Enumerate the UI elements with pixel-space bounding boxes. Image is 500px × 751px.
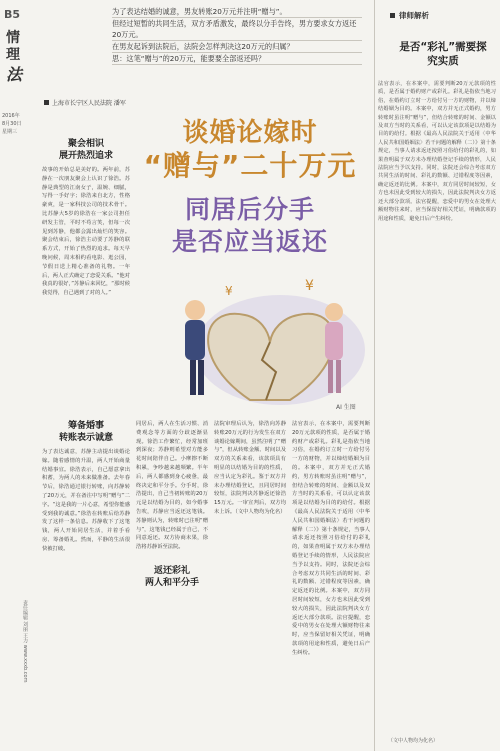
- svg-text:¥: ¥: [225, 284, 233, 298]
- commentary-body: 法官表示，在本案中，需要判断20万元款项的性质，是否属于婚约财产或彩礼。彩礼是指依当地习俗，在婚约订立时一方给付另一方的财物，并以缔结婚姻为目的。本案中，双方并无正式婚约，男方转账时虽注明“赠与”，但结合转账的时间、金额以及双方当时的关系看，可以认定该款项是以结婚为目的的给付。根据《最高人民法院关于适用〈中华人民共和国婚姻法〉若干问题的解释（二）》第十条规定，当事人请求返还按照习俗给付的彩礼的，如果查明属于双方未办理结婚登记手续的情形，人民法院应当予以支持。同时，法院还会综合考虑双方共同生活的时间、彩礼的数额、过错程度等因素，确定返还的比例。本案中，双方同居时间较短，女方也未因此受到较大的损失，因此法院判决女方返还大部分款项。法官提醒，恋爱中的男女在处理大额财物往来时，应当保留好相关凭证，明确款项的用途和性质，避免日后产生纠纷。: [378, 81, 496, 222]
- headline-line-4: 是否应当返还: [171, 227, 328, 256]
- article-body: 故事的开始总是美好的。两年前，苏静在一次朋友聚会上认识了徐浩。苏静是典型的江南女子，温婉、细腻，写得一手好字；徐浩来自北方，性格豪爽，是一家科技公司的技术骨干。比苏静大5岁的徐浩在一家公司担任研发主管，平时不苟言笑，但每一次见到苏静，他都会露出灿烂的笑容。聚会结束后，徐浩主动要了苏静的联系方式，开始了热烈的追求。每天早晚问候，周末相约看电影、逛公园，节假日送上精心准备的礼物。一年后，两人正式确定了恋爱关系。“他对我真的很好，”苏静后来回忆，“那时候我觉得，自己遇到了对的人。”: [42, 167, 130, 297]
- byline-text: 上海市长宁区人民法院 潘军: [52, 100, 126, 107]
- editor-credits: 责任编辑 刘丽 王力 www.xxxb.com: [22, 600, 28, 683]
- article-footer: （文中人物均为化名）: [388, 738, 439, 744]
- date-year: 2016年: [2, 113, 20, 119]
- commentary-title: 是否“彩礼”需要探究实质: [399, 41, 487, 67]
- column-divider: [374, 0, 375, 751]
- column-header: [390, 10, 429, 21]
- article-body: 为了表达诚意，苏静主动提出谈婚论嫁。随着感情的升温，两人开始商量结婚事宜。徐浩表示，自己愿意拿出积蓄，为两人的未来做准备。去年春节后，徐浩通过银行转账，向苏静转了20万元，并在备注中写明“赠与”二字。“这是我的一片心意，希望你能感受到我的诚意。”徐浩在转账后给苏静发了这样一条信息。苏静收下了这笔钱，两人开始同居生活，并着手看房、筹备婚礼。然而，平静的生活很快被打破。: [42, 449, 130, 552]
- lead-line: 在男友起诉到法院后，法院会怎样判决这20万元的归属？: [112, 41, 362, 53]
- couple-heart-illustration: [130, 250, 370, 410]
- column-header-text: 律师解析: [399, 11, 429, 20]
- section-heading: 筹备婚事 转账表示诚意: [58, 421, 113, 443]
- section-title: 情理: [6, 30, 20, 63]
- article-body: 同居后，两人在生活习惯、消费观念等方面的分歧逐渐显现。徐浩工作繁忙，经常加班到深夜；苏静则希望对方能多花时间陪伴自己。小摩擦不断积累，争吵越来越频繁。半年后，两人都感到身心疲惫，最终决定和平分手。分手时，徐浩提出，自己当初转账的20万元是以结婚为目的，如今婚事告吹，苏静应当返还这笔钱。苏静则认为，转账时已注明“赠与”，这笔钱已经属于自己，不同意返还。双方协商未果，徐浩将苏静诉至法院。: [136, 421, 208, 551]
- section-heading: 返还彩礼 两人和平分手: [136, 565, 208, 589]
- section-heading: 聚会相识 展开热烈追求: [58, 139, 113, 161]
- headline-line-1: 谈婚论嫁时: [182, 118, 318, 148]
- illustration-credit: AI 生图: [336, 404, 356, 411]
- lead-line: 为了表达结婚的诚意，男友转账20万元并注明“赠与”。: [112, 6, 362, 18]
- illustration: [130, 250, 370, 410]
- issue-date: [2, 112, 32, 136]
- byline: [44, 98, 126, 107]
- date-weekday: 星期三: [2, 129, 18, 135]
- article-body: 法官表示，在本案中，需要判断20万元款项的性质，是否属于婚约财产或彩礼。彩礼是指依当地习俗，在婚约订立时一方给付另一方的财物，并以缔结婚姻为目的。本案中，双方并无正式婚约，男方转账时虽注明“赠与”，但结合转账的时间、金额以及双方当时的关系看，可以认定该款项是以结婚为目的的给付。根据《最高人民法院关于适用〈中华人民共和国婚姻法〉若干问题的解释（二）》第十条规定，当事人请求返还按照习俗给付的彩礼的，如果查明属于双方未办理结婚登记手续的情形，人民法院应当予以支持。同时，法院还会综合考虑双方共同生活的时间、彩礼的数额、过错程度等因素，确定返还的比例。本案中，双方同居时间较短，女方也未因此受到较大的损失，因此法院判决女方返还大部分款项。法官提醒，恋爱中的男女在处理大额财物往来时，应当保留好相关凭证，明确款项的用途和性质，避免日后产生纠纷。: [292, 421, 370, 656]
- lead-line: 但经过短暂的共同生活，双方矛盾激发，最终以分手告终，男方要求女方返还20万元。: [112, 18, 362, 41]
- article-body: 法院审理后认为，徐浩向苏静转账20万元的行为发生在双方谈婚论嫁期间，虽然注明了“赠与”，但从转账金额、时间以及双方的关系来看，该款项具有明显的以结婚为目的的性质，应当认定为彩礼。鉴于双方并未办理结婚登记，且同居时间较短，法院判决苏静返还徐浩15万元。一审宣判后，双方均未上诉。（文中人物均为化名）: [214, 421, 286, 515]
- lead-paragraph: [112, 6, 362, 65]
- headline-line-2: “赠与”二十万元: [143, 149, 357, 182]
- svg-text:¥: ¥: [305, 278, 314, 294]
- section-title-italic: 法: [6, 65, 23, 84]
- page-number: B5: [4, 8, 21, 21]
- date-day: 8月30日: [2, 121, 22, 127]
- lead-line: 思：这笔“赠与”的20万元，能要要全部返还吗？: [112, 53, 362, 65]
- headline-line-3: 同居后分手: [184, 195, 315, 224]
